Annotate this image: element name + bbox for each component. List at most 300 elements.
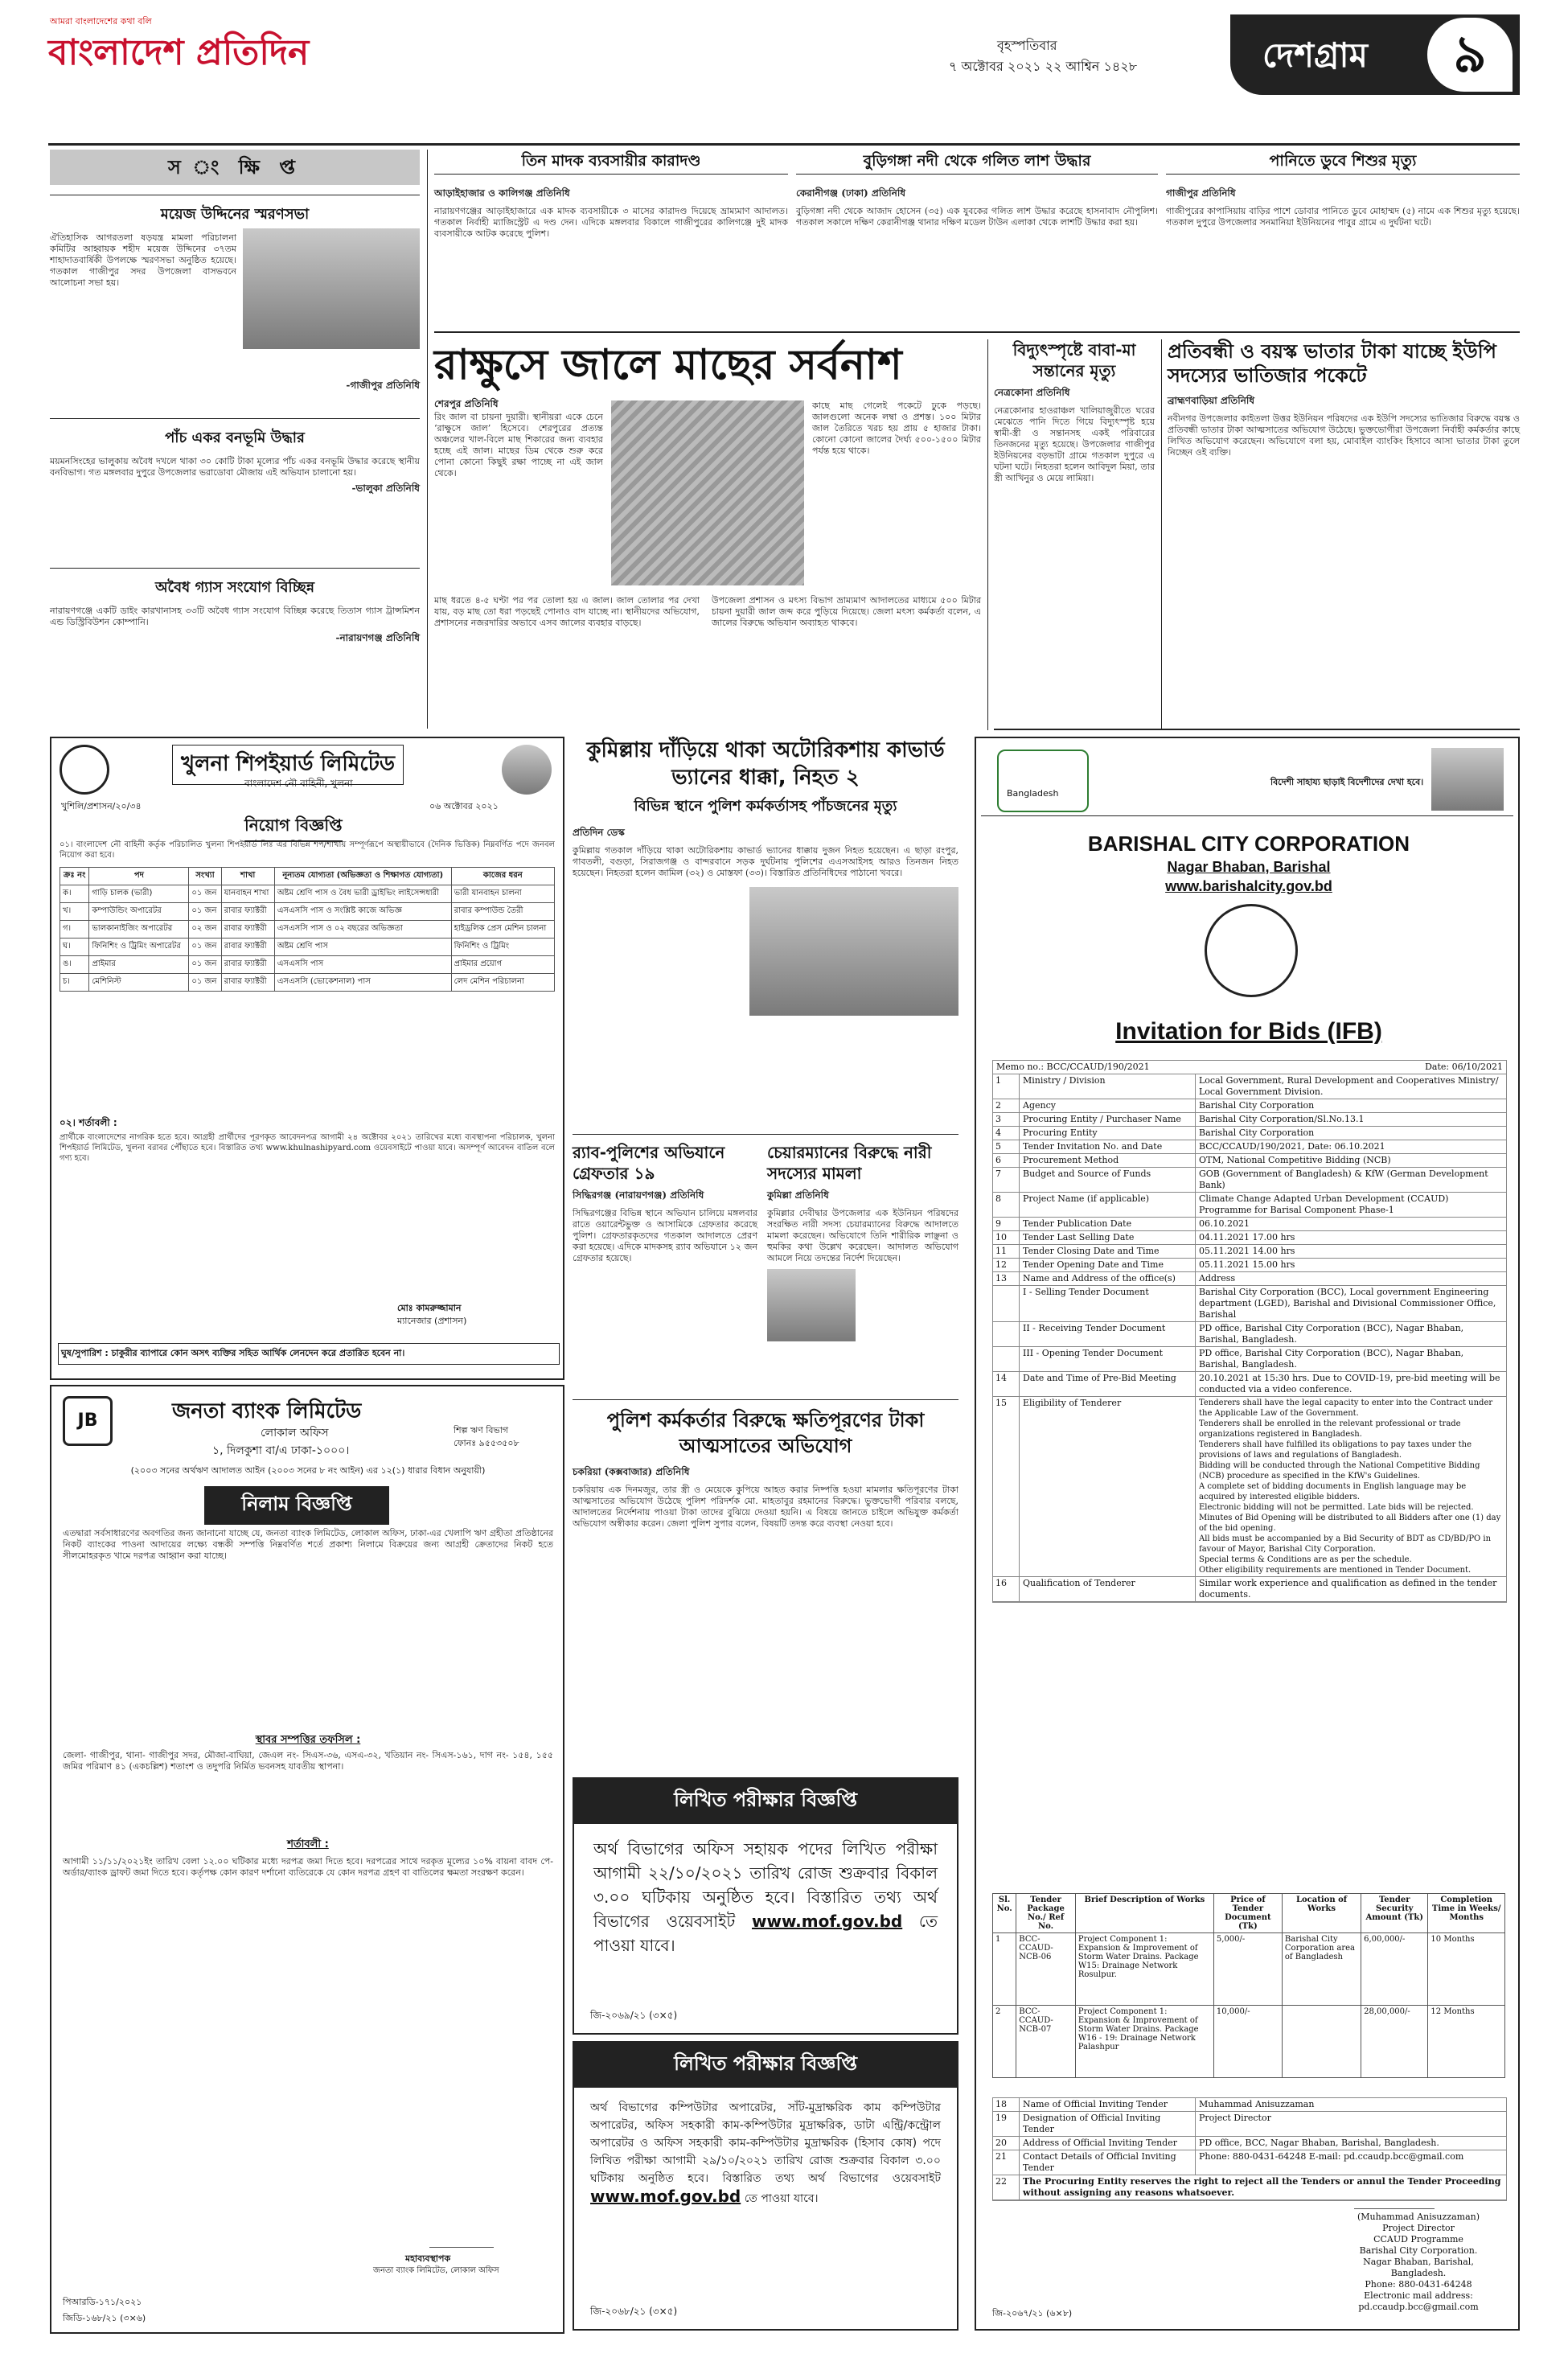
cell: Qualification of Tenderer [1020, 1577, 1196, 1601]
cell [993, 1347, 1020, 1371]
cell: Climate Change Adapted Urban Development (CCAUD) Programme for Barisal Component Phase-1 [1199, 1193, 1449, 1215]
table-row [60, 939, 555, 956]
cell: 14 [993, 1372, 1020, 1396]
cell: 13 [993, 1272, 1020, 1285]
story-body: নেত্রকোনার হাওরাঞ্চল খালিয়াজুরীতে ঘরের মেঝেতে পানি দিতে গিয়ে বিদ্যুৎস্পৃষ্ট হয়ে স্বামী-স্ত্রী ও সন্তানসহ একই পরিবারের তিনজনের মৃত্যু হয়েছে। উপজেলার গাজীপুর ইউনিয়নের বড়ভাটা গ্রামে গতকাল দুপুরে এ ঘটনা ঘটে। নিহতরা হলেন আবিদুল মিয়া, তার স্ত্রী আখিনুর ও মেয়ে লামিয়া। [994, 405, 1155, 483]
banner-left-text: Bangladesh [1007, 788, 1059, 799]
list-item: Other eligibility requirements are mentioned in Tender Document. [1199, 1566, 1472, 1575]
exam-tail: তে পাওয়া যাবে। [744, 2192, 819, 2205]
brief-item-byline: -ভালুকা প্রতিনিধি [351, 483, 420, 494]
story-body: কুমিল্লায় গতকাল দাঁড়িয়ে থাকা অটোরিকশায় কাভার্ড ভ্যানের ধাক্কায় দুজন নিহত হয়েছেন। এ ছাড়া রংপুর, গাবতলী, বগুড়া, সিরাজগঞ্জ ও বান্দরবানে সড়ক দুর্ঘটনায় পুলিশের এএসআইসহ আরও তিনজন নিহত হয়েছেন। নিহতরা হলেন জামিল (৩২) ও মোস্তফা (৩৩)। বিস্তারিত প্রতিনিধিদের পাঠানো খবরে। [573, 845, 958, 878]
qualification: Similar work experience and qualification as defined in the tender documents. [1199, 1578, 1497, 1600]
shipyard-terms: প্রার্থীকে বাংলাদেশের নাগরিক হতে হবে। আগ্রহী প্রার্থীদের পূরণকৃত আবেদনপত্র আগামী ২৪ অক্টোবর ২০২১ তারিখের মধ্যে ব্যবস্থাপনা পরিচালক, খুলনা শিপইয়ার্ড লিমিটেড, খুলনা বরাবর পৌঁছাতে হবে। বিস্তারিত তথ্য www.khulnashipyard.com ওয়েবসাইটে পাওয়া যাবে। অসম্পূর্ণ আবেদন বাতিল বলে গণ্য হবে। [60, 1133, 555, 1163]
janata-terms: আগামী ১১/১১/২০২১ইং তারিখ বেলা ১২.০০ ঘটিকার মধ্যে দরপত্র জমা দিতে হবে। দরপত্রের সাথে দরকৃত মূল্যের ১০% বায়না বাবদ পে-অর্ডার/ব্যাংক ড্রাফট জমা দিতে হবে। কর্তৃপক্ষ কোন কারণ দর্শানো ব্যতিরেকে যে কোন দরপত্র গ্রহণ বা বাতিলের ক্ষমতা সংরক্ষণ করেন। [63, 1856, 553, 1878]
cell [993, 1286, 1020, 1321]
cell: PD office, Barishal City Corporation (BCC), Nagar Bhaban, Barishal, Bangladesh. [1199, 1348, 1464, 1370]
barishal-ad [975, 737, 1520, 2331]
cell: III - Opening Tender Document [1020, 1347, 1196, 1371]
signer-line: Nagar Bhaban, Barishal, [1363, 2257, 1474, 2267]
barishal-name: BARISHAL CITY CORPORATION [1087, 832, 1410, 856]
cell: The Procuring Entity reserves the right to reject all the Tenders or annul the Tender Proceeding without assigning any reasons whatsoever. [1023, 2176, 1501, 2198]
column-divider [427, 150, 428, 729]
cell: প্রাইমার প্রয়োগ [451, 956, 554, 974]
table-row [993, 1074, 1506, 1099]
brief-item [50, 576, 420, 647]
brief-item [50, 203, 420, 395]
cell: অষ্টম শ্রেণি পাস [274, 939, 451, 956]
shipyard-footer: ঘুষ/সুপারিশ : চাকুরীর ব্যাপারে কোন অসৎ ব্যক্তির সহিত আর্থিক লেনদেন করে প্রতারিত হবেন না। [58, 1343, 560, 1365]
cell: ০১ জন [189, 885, 221, 903]
table-row [993, 1193, 1506, 1218]
cell: 18 [993, 2098, 1020, 2111]
table-row [993, 1245, 1506, 1259]
cell: Project Component 1: Expansion & Improvement of Storm Water Drains. Package W16 - 19: Drainage Network Palashpur [1075, 2006, 1213, 2078]
headline-rule [796, 174, 1158, 175]
table-row [993, 1322, 1506, 1347]
cell: রাবার ফ্যাক্টরী [221, 921, 274, 939]
cell: BCC-CCAUD-NCB-07 [1016, 2006, 1076, 2078]
brief-item-title: অবৈধ গ্যাস সংযোগ বিচ্ছিন্ন [154, 579, 315, 596]
table-row [993, 1154, 1506, 1168]
janata-act: (২০০৩ সনের অর্থঋণ আদালত আইন (২০০৩ সনের ৮ নং আইন) এর ১২(১) ধারার বিধান অনুযায়ী) [130, 1465, 486, 1476]
police-story [573, 1407, 958, 1530]
table-header: Price of Tender Document (Tk) [1213, 1894, 1282, 1933]
table-row [993, 1140, 1506, 1154]
cell: Barishal City Corporation (BCC), Local government Engineering department (LGED), Barishal and Divisional Commissioner Office, Barishal [1199, 1287, 1496, 1320]
barishal-banner [981, 743, 1513, 816]
chair-story [767, 1142, 958, 1341]
headline-rule [1166, 174, 1520, 175]
cell: গ। [60, 921, 89, 939]
exam-url[interactable]: www.mof.gov.bd [752, 1912, 903, 1931]
shipyard-title: নিয়োগ বিজ্ঞপ্তি [244, 814, 343, 842]
cell: 22 [993, 2175, 1020, 2199]
cell: ফিনিশিং ও ট্রিমিং অপারেটর [89, 939, 189, 956]
cell: Barishal City Corporation [1199, 1100, 1315, 1111]
cell: Local Government, Rural Development and Cooperatives Ministry/ Local Government Division. [1199, 1075, 1499, 1097]
exam-url[interactable]: www.mof.gov.bd [590, 2187, 741, 2206]
exam-ref: জি-২০৬৮/২১ (৩×৫) [590, 2306, 678, 2317]
shipyard-date: ০৬ অক্টোবর ২০২১ [429, 801, 499, 811]
cell: ০১ জন [189, 939, 221, 956]
rab-story [573, 1142, 757, 1264]
cell: Tender Closing Date and Time [1020, 1245, 1196, 1258]
list-item: Minutes of Bid Opening will be distributed to all Bidders after one (1) day of the bid opening. [1199, 1514, 1501, 1533]
allowance-story [1168, 339, 1520, 458]
table-row [993, 1933, 1505, 2006]
section-tab [1230, 14, 1520, 95]
exam-body-text: অর্থ বিভাগের অফিস সহায়ক পদের লিখিত পরীক্ষা আগামী ২২/১০/২০২১ তারিখ রোজ শুক্রবার বিকাল ৩.০০ ঘটিকায় অনুষ্ঠিত হবে। বিস্তারিত তথ্য অর্থ বিভাগের ওয়েবসাইট [593, 1839, 938, 1931]
signer-line: Phone: 880-0431-64248 [1365, 2279, 1472, 2290]
cell: ০২ জন [189, 921, 221, 939]
cell: Tender Invitation No. and Date [1020, 1140, 1196, 1153]
main-body: মাছ ধরতে ৪-৫ ঘণ্টা পর পর তোলা হয় এ জাল। জাল তোলার পর দেখা যায়, বড় মাছ তো ধরা পড়ছেই পোনাও বাদ যাচ্ছে না। স্থানীয়দের অভিযোগ, প্রশাসনের নজরদারির অভাবে এসব জালের ব্যবহার বাড়ছে। [434, 595, 700, 628]
story-body: বুড়িগঙ্গা নদী থেকে আজাদ হোসেন (৩৫) এক যুবকের গলিত লাশ উদ্ধার করেছে হাসনাবাদ নৌপুলিশ। গতকাল সকালে দক্ষিণ কেরানীগঞ্জ থানার দক্ষিণ মডেল টাউন এলাকা থেকে লাশটি উদ্ধার করা হয়। [796, 206, 1158, 228]
barishal-title: Invitation for Bids (IFB) [1115, 1018, 1382, 1045]
table-row [993, 2112, 1506, 2137]
story-headline: বুড়িগঙ্গা নদী থেকে গলিত লাশ উদ্ধার [863, 152, 1091, 170]
story-byline: ব্রাহ্মণবাড়িয়া প্রতিনিধি [1168, 395, 1255, 406]
table-row [993, 1218, 1506, 1231]
main-headline: রাক্ষুসে জালে মাছের সর্বনাশ [434, 341, 902, 389]
story-headline: প্রতিবন্ধী ও বয়স্ক ভাতার টাকা যাচ্ছে ইউপি সদস্যের ভাতিজার পকেটে [1168, 340, 1496, 387]
headline-rule [434, 174, 788, 175]
cell: 12 Months [1428, 2006, 1505, 2078]
brief-item-byline: -গাজীপুর প্রতিনিধি [346, 380, 420, 391]
cell: Date and Time of Pre-Bid Meeting [1020, 1372, 1196, 1396]
janata-title: নিলাম বিজ্ঞপ্তি [204, 1486, 389, 1525]
cell: 04.11.2021 17.00 hrs [1199, 1232, 1295, 1242]
table-row [993, 1259, 1506, 1272]
story-headline: পুলিশ কর্মকর্তার বিরুদ্ধে ক্ষতিপূরণের টাকা আত্মসাতের অভিযোগ [606, 1409, 925, 1457]
person-photo [767, 1269, 856, 1341]
cell: Contact Details of Official Inviting Tender [1020, 2150, 1196, 2175]
cell: ০১ জন [189, 903, 221, 921]
cell: Project Name (if applicable) [1020, 1193, 1196, 1217]
logo-tagline: আমরা বাংলাদেশের কথা বলি [50, 16, 152, 27]
exam-title: লিখিত পরীক্ষার বিজ্ঞপ্তি [574, 2043, 957, 2088]
table-row [993, 2098, 1506, 2112]
story-headline: চেয়ারম্যানের বিরুদ্ধে নারী সদস্যের মামলা [767, 1143, 932, 1183]
golden-jubilee-logo [997, 750, 1089, 812]
table-row [993, 1231, 1506, 1245]
janata-ref: পিআরডি-১৭১/২০২১ [63, 2297, 142, 2307]
table-row [60, 903, 555, 921]
story-body: চকরিয়ায় এক দিনমজুর, তার স্ত্রী ও মেয়েকে কুপিয়ে আহত করার নিষ্পত্তি হওয়া মামলার ক্ষতিপূরণের টাকা আত্মসাতের অভিযোগ উঠেছে পুলিশ পরিদর্শক মো. মাহতাবুর রহমানের বিরুদ্ধে। ভুক্তভোগী পরিবার বলছে, আদালতের নির্দেশনায় পাওয়া টাকা তাদের বুঝিয়ে দেওয়া হয়নি। এ বিষয়ে জানতে চাইলে অভিযুক্ত কর্মকর্তা অভিযোগ অস্বীকার করেন। জেলা পুলিশ সুপার বলেন, বিষয়টি তদন্ত করে ব্যবস্থা নেওয়া হবে। [573, 1485, 958, 1529]
shipyard-owner: বাংলাদেশ নৌ বাহিনী, খুলনা [244, 778, 353, 789]
cell: 5,000/- [1213, 1933, 1282, 2006]
signer-name: (Muhammad Anisuzzaman) [1357, 2212, 1480, 2222]
list-item: A complete set of bidding documents in English language may be acquired by interested eligible bidders. [1199, 1482, 1467, 1501]
cell: 28,00,000/- [1361, 2006, 1428, 2078]
cell: Phone: 880-0431-64248 E-mail: pd.ccaudp.bcc@gmail.com [1199, 2151, 1464, 2162]
story-headline: র‌্যাব-পুলিশের অভিযানে গ্রেফতার ১৯ [573, 1143, 725, 1183]
janata-schedule-title: স্থাবর সম্পত্তির তফসিল : [255, 1734, 361, 1746]
cell: Eligibility of Tenderer [1020, 1397, 1196, 1576]
cell: Designation of Official Inviting Tender [1020, 2112, 1196, 2136]
cell: 6 [993, 1154, 1020, 1167]
list-item: Tenderers shall be enrolled in the relevant professional or trade organizations registered in Bangladesh. [1199, 1419, 1461, 1439]
janata-name: জনতা ব্যাংক লিমিটেড [172, 1399, 362, 1423]
cell: 05.11.2021 14.00 hrs [1199, 1246, 1295, 1256]
main-body: রিং জাল বা চায়না দুয়ারী। স্থানীয়রা একে চেনে ‘রাক্ষুসে জাল’ হিসেবে। শেরপুরের প্রত্যন্ত অঞ্চলের খাল-বিলে মাছ শিকারের জন্য ব্যবহার হচ্ছে এই জাল। মাছের ডিম থেকে শুরু করে পোনা কোনো কিছুই রক্ষা পাচ্ছে না এই জাল থেকে। [434, 412, 603, 478]
brief-item-body: ঐতিহাসিক আগরতলা ষড়যন্ত্র মামলা পরিচালনা কমিটির আহ্বায়ক শহীদ ময়েজ উদ্দিনের ৩৭তম শাহাদাতবার্ষিকী উপলক্ষে স্মরণসভা অনুষ্ঠিত হয়েছে। গতকাল গাজীপুর সদর উপজেলা বাসভবনে আলোচনা সভা হয়। [50, 232, 236, 288]
table-header: Sl. No. [993, 1894, 1016, 1933]
main-body: কাছে মাছ গেলেই পকেটে ঢুকে পড়ছে। জালগুলো অনেক লম্বা ও প্রশস্ত। ১০০ মিটার জাল তৈরিতে খরচ হয় প্রায় ৫ হাজার টাকা। কোনো কোনো জালের দৈর্ঘ্য ৫০০-১৫০০ মিটার পর্যন্ত হয়ে থাকে। [812, 400, 981, 456]
cell: Address [1199, 1273, 1236, 1284]
cell: ক। [60, 885, 89, 903]
cell: Project Component 1: Expansion & Improvement of Storm Water Drains. Package W15: Drainage Network Rosulpur. [1075, 1933, 1213, 2006]
cell: খ। [60, 903, 89, 921]
section-rule [573, 1134, 958, 1135]
main-story [434, 339, 981, 730]
story-byline: সিদ্ধিরগঞ্জ (নারায়ণগঞ্জ) প্রতিনিধি [573, 1189, 704, 1201]
list-item: All bids must be accompanied by a Bid Security of BDT as CD/BD/PO in favour of Mayor, Barishal City Corporation. [1199, 1534, 1492, 1554]
exam-title: লিখিত পরীক্ষার বিজ্ঞপ্তি [574, 1779, 957, 1824]
top-story [434, 150, 788, 240]
column-divider [1161, 339, 1162, 730]
cell: OTM, National Competitive Bidding (NCB) [1199, 1155, 1391, 1165]
cell: 8 [993, 1193, 1020, 1217]
cell: মেশিনিস্ট [89, 974, 189, 992]
janata-body: এতদ্বারা সর্বসাধারণের অবগতির জন্য জানানো যাচ্ছে যে, জনতা ব্যাংক লিমিটেড, লোকাল অফিস, ঢাকা-এর খেলাপি ঋণ গ্রহীতা প্রতিষ্ঠানের নিকট ব্যাংকের পাওনা আদায়ের লক্ষ্যে বন্ধকী সম্পত্তি নিম্নবর্ণিত শর্তে প্রকাশ্য নিলামে বিক্রয়ের জন্য আগ্রহী ক্রেতাদের নিকট হতে সীলমোহরকৃত খামে দরপত্র আহ্বান করা যাচ্ছে। [63, 1528, 553, 1561]
janata-ad [50, 1385, 564, 2334]
brief-item-title: পাঁচ একর বনভূমি উদ্ধার [165, 429, 305, 446]
cell: 1 [993, 1074, 1020, 1099]
shipyard-signer-title: ম্যানেজার (প্রশাসন) [397, 1316, 467, 1326]
cell: Tender Opening Date and Time [1020, 1259, 1196, 1271]
cumilla-story [573, 737, 958, 1016]
exam-ad [573, 2041, 958, 2331]
cell: 3 [993, 1113, 1020, 1126]
shipyard-intro: ০১। বাংলাদেশ নৌ বাহিনী কর্তৃক পরিচালিত খুলনা শিপইয়ার্ড লিঃ এর বিভিন্ন শপ/শাখায় সম্পূর্ণরূপে অস্থায়ীভাবে (দৈনিক ভিত্তিক) নিম্নবর্ণিত পদে জনবল নিয়োগ করা হবে। [60, 840, 555, 860]
janata-signature [429, 2223, 494, 2248]
signer-line: Electronic mail address: pd.ccaudp.bcc@gmail.com [1358, 2290, 1479, 2312]
memo-row [993, 1061, 1506, 1074]
cell: Ministry / Division [1020, 1074, 1196, 1099]
cell: লেদ মেশিন পরিচালনা [451, 974, 554, 992]
list-item: Electronic bidding will not be permitted. Late bids will be rejected. [1199, 1503, 1474, 1512]
brief-photo [243, 228, 420, 349]
table-header: নূন্যতম যোগ্যতা (অভিজ্ঞতা ও শিক্ষাগত যোগ্যতা) [274, 868, 451, 885]
cell: Tender Publication Date [1020, 1218, 1196, 1230]
cell: 12 [993, 1259, 1020, 1271]
exam-body [574, 2088, 957, 2219]
list-item: Special terms & Conditions are as per the schedule. [1199, 1555, 1412, 1564]
cell: ০১ জন [189, 974, 221, 992]
cell: BCC/CCAUD/190/2021, Date: 06.10.2021 [1199, 1141, 1385, 1152]
banner-right-text: বিদেশী সাহায্য ছাড়াই বিদেশীদের দেখা হবে। [1270, 777, 1424, 787]
cell: 20.10.2021 at 15:30 hrs. Due to COVID-19, pre-bid meeting will be conducted via a video conference. [1199, 1373, 1500, 1394]
signature [1354, 2186, 1435, 2209]
memo-date: Date: 06/10/2021 [1425, 1062, 1503, 1072]
table-row [60, 885, 555, 903]
cell: ভারী যানবাহন চালনা [451, 885, 554, 903]
story-byline: প্রতিদিন ডেস্ক [573, 827, 625, 838]
signer-line: CCAUD Programme [1373, 2234, 1463, 2245]
table-header-row [60, 868, 555, 885]
story-byline: আড়াইহাজার ও কালিগঞ্জ প্রতিনিধি [434, 187, 570, 199]
newspaper-logo [48, 14, 322, 79]
cell: 9 [993, 1218, 1020, 1230]
cell: রাবার ফ্যাক্টরী [221, 939, 274, 956]
story-body: নবীনগর উপজেলার কাইতলা উত্তর ইউনিয়ন পরিষদের এক ইউপি সদস্যের ভাতিজার বিরুদ্ধে বয়স্ক ও প্রতিবন্ধী ভাতার টাকা আত্মসাতের অভিযোগ উঠেছে। ভুক্তভোগীরা উপজেলা নির্বাহী কর্মকর্তার কাছে লিখিত অভিযোগ করেছেন। অভিযোগে বলা হয়, মোবাইল ব্যাংকিং হিসাবে আসা ভাতার টাকা তুলে নিচ্ছেন ওই ব্যক্তি। [1168, 413, 1520, 458]
cell: হাইড্রলিক প্রেস মেশিন চালনা [451, 921, 554, 939]
table-header: ক্রঃ নং [60, 868, 89, 885]
cell: Barishal City Corporation [1199, 1127, 1315, 1138]
table-row [993, 2150, 1506, 2175]
table-row [993, 1113, 1506, 1127]
cell: Name and Address of the office(s) [1020, 1272, 1196, 1285]
story-byline: গাজীপুর প্রতিনিধি [1166, 187, 1236, 199]
cell: Barishal City Corporation area of Bangladesh [1282, 1933, 1361, 2006]
cell: 10,000/- [1213, 2006, 1282, 2078]
top-story [1166, 150, 1520, 228]
eligibility-list [1196, 1397, 1506, 1576]
cell: 21 [993, 2150, 1020, 2175]
cell: রাবার ফ্যাক্টরী [221, 903, 274, 921]
table-row [993, 1168, 1506, 1193]
masthead [48, 6, 1520, 143]
cell: 20 [993, 2137, 1020, 2150]
top-story [796, 150, 1158, 228]
table-header: শাখা [221, 868, 274, 885]
table-header: Completion Time in Weeks/ Months [1428, 1894, 1505, 1933]
story-headline: পানিতে ডুবে শিশুর মৃত্যু [1269, 152, 1417, 170]
signer-line: Bangladesh. [1390, 2268, 1447, 2278]
cell: II - Receiving Tender Document [1020, 1322, 1196, 1346]
table-row [993, 1127, 1506, 1140]
brief-item [50, 426, 420, 498]
cell: 05.11.2021 15.00 hrs [1199, 1259, 1295, 1270]
brief-column [50, 150, 420, 729]
cell: 7 [993, 1168, 1020, 1192]
cell: 10 Months [1428, 1933, 1505, 2006]
corporation-seal-icon [1205, 904, 1298, 997]
cell: 16 [993, 1577, 1020, 1601]
cell: BCC-CCAUD-NCB-06 [1016, 1933, 1076, 2006]
signer-line: Barishal City Corporation. [1359, 2245, 1478, 2256]
shipyard-logo-icon [60, 745, 109, 795]
cell: I - Selling Tender Document [1020, 1286, 1196, 1321]
cell: 11 [993, 1245, 1020, 1258]
brief-rule [50, 568, 420, 569]
brief-item-body: নারায়ণগঞ্জে একটি ডাইং কারখানাসহ ৩৩টি অবৈধ গ্যাস সংযোগ বিচ্ছিন্ন করেছে তিতাস গ্যাস ট্রান্সমিশন এন্ড ডিস্ট্রিবিউশন কোম্পানি। [50, 606, 420, 627]
barishal-ref: জি-২০৬৭/২১ (৬×৮) [992, 2308, 1073, 2319]
table-header: Tender Security Amount (Tk) [1361, 1894, 1428, 1933]
janata-office: লোকাল অফিস [261, 1427, 329, 1440]
list-item: Tenderers shall have fulfilled its obligations to pay taxes under the provisions of laws and regulations of Bangladesh. [1199, 1440, 1472, 1460]
table-header: সংখ্যা [189, 868, 221, 885]
signer-line: Project Director [1382, 2223, 1455, 2233]
electro-story [994, 339, 1155, 484]
cell: Procurement Method [1020, 1154, 1196, 1167]
section-rule [573, 1399, 958, 1400]
cell: ০১ জন [189, 956, 221, 974]
cell: PD office, BCC, Nagar Bhaban, Barishal, Bangladesh. [1199, 2138, 1439, 2148]
exam-ref: জি-২০৬৯/২১ (৩×৫) [590, 2010, 678, 2021]
story-byline: নেত্রকোনা প্রতিনিধি [994, 387, 1070, 398]
table-header: পদ [89, 868, 189, 885]
cell: গাড়ি চালক (ভারী) [89, 885, 189, 903]
shipyard-terms-label: ০২। শর্তাবলী : [60, 1117, 117, 1128]
table-row [993, 1347, 1506, 1372]
cell: PD office, Barishal City Corporation (BCC), Nagar Bhaban, Barishal, Bangladesh. [1199, 1323, 1464, 1345]
cell: ঘ। [60, 939, 89, 956]
story-headline: বিদ্যুৎস্পৃষ্টে বাবা-মা সন্তানের মৃত্যু [1012, 340, 1136, 380]
table-header: Brief Description of Works [1075, 1894, 1213, 1933]
table-row [993, 2137, 1506, 2150]
barishal-web[interactable]: www.barishalcity.gov.bd [1165, 878, 1332, 894]
cell: Barishal City Corporation/Sl.No.13.1 [1199, 1114, 1365, 1124]
brief-rule [50, 418, 420, 419]
table-header: Location of Works [1282, 1894, 1361, 1933]
cell [993, 1322, 1020, 1346]
main-byline: শেরপুর প্রতিনিধি [434, 398, 499, 409]
exam-body [574, 1824, 957, 1970]
page-number: ৯ [1453, 25, 1487, 84]
janata-signer-addr: জনতা ব্যাংক লিমিটেড, লোকাল অফিস [373, 2266, 499, 2275]
list-item: Bidding will be conducted through the National Competitive Bidding (NCB) procedure as specified in the KfW's Guidelines. [1199, 1461, 1480, 1481]
works-table [992, 1893, 1505, 2078]
shipyard-table [60, 867, 555, 992]
table-row [993, 1099, 1506, 1113]
memo-no: Memo no.: BCC/CCAUD/190/2021 [996, 1062, 1150, 1072]
cell: 06.10.2021 [1199, 1218, 1250, 1229]
section-title: দেশগ্রাম [1262, 35, 1368, 75]
cell: প্রাইমার [89, 956, 189, 974]
ifb-table [992, 1060, 1507, 1603]
story-body: নারায়ণগঞ্জের আড়াইহাজারে এক মাদক ব্যবসায়ীকে ৩ মাসের কারাদণ্ড দিয়েছে ভ্রাম্যমাণ আদালত। গতকাল নির্বাহী ম্যাজিস্ট্রেট এ দণ্ড দেন। এদিকে মঙ্গলবার বিকালে গাজীপুরের কালিগঞ্জে দুই মাদক ব্যবসায়ীকে আটক করেছে পুলিশ। [434, 206, 788, 239]
janata-phone: ফোনঃ ৯৫৫৩৫০৮ [454, 1438, 519, 1448]
brief-item-byline: -নারায়ণগঞ্জ প্রতিনিধি [335, 632, 420, 643]
cell: অষ্টম শ্রেণি পাস ও বৈধ ভারী ড্রাইভিং লাইসেন্সধারী [274, 885, 451, 903]
logo-text: বাংলাদেশ প্রতিদিন [48, 32, 310, 73]
cell: ঙ। [60, 956, 89, 974]
story-headline: তিন মাদক ব্যবসায়ীর কারাদণ্ড [521, 152, 701, 170]
cell: 6,00,000/- [1361, 1933, 1428, 2006]
janata-address: ১, দিলকুশা বা/এ ঢাকা-১০০০। [212, 1444, 350, 1457]
table-header: Tender Package No./ Ref No. [1016, 1894, 1076, 1933]
cell: 4 [993, 1127, 1020, 1140]
story-body: সিদ্ধিরগঞ্জের বিভিন্ন স্থানে অভিযান চালিয়ে মঙ্গলবার রাতে ওয়ারেন্টভুক্ত ও আসামিকে গ্রেফতার করেছে পুলিশ। গ্রেফতারকৃতদের গতকাল আদালতে প্রেরণ করা হয়েছে। এদিকে মাদকসহ র‌্যাব অভিযানে ১২ জন গ্রেফতার হয়েছে। [573, 1208, 757, 1263]
shipyard-ref: খুশিলি/প্রশাসন/২০/৩৪ [61, 801, 142, 811]
cell: রাবার কম্পাউন্ড তৈরী [451, 903, 554, 921]
cell: Procuring Entity [1020, 1127, 1196, 1140]
shipyard-signer: মোঃ কামরুজ্জামান [397, 1303, 462, 1313]
cell: Tender Last Selling Date [1020, 1231, 1196, 1244]
cell: Muhammad Anisuzzaman [1199, 2099, 1315, 2109]
main-photo [611, 400, 804, 585]
section-rule [434, 331, 1520, 333]
cell: 2 [993, 1099, 1020, 1112]
cell: যানবাহন শাখা [221, 885, 274, 903]
cell: এসএসসি পাস ও ০২ বছরের অভিজ্ঞতা [274, 921, 451, 939]
janata-dept: শিল্প ঋণ বিভাগ [454, 1425, 509, 1435]
barishal-addr: Nagar Bhaban, Barishal [1167, 859, 1331, 875]
page-number-badge [1427, 18, 1513, 92]
brief-item-title: ময়েজ উদ্দিনের স্মরণসভা [160, 206, 310, 223]
cell: ভালকানাইজিং অপারেটর [89, 921, 189, 939]
cell: Procuring Entity / Purchaser Name [1020, 1113, 1196, 1126]
janata-ref: জিডি-১৬৮/২১ (৩×৬) [63, 2313, 146, 2323]
story-byline: কুমিল্লা প্রতিনিধি [767, 1189, 829, 1201]
table-row [993, 1272, 1506, 1286]
eligibility-row [993, 1397, 1506, 1577]
cell: চ। [60, 974, 89, 992]
column-divider [987, 339, 988, 730]
exam-body-text: অর্থ বিভাগের কম্পিউটার অপারেটর, সাঁট-মুদ্রাক্ষরিক কাম কম্পিউটার অপারেটর, অফিস সহকারী কাম-কম্পিউটার মুদ্রাক্ষরিক, ডাটা এন্ট্রি/কন্ট্রোল অপারেটর ও অফিস সহকারী কাম-কম্পিউটার মুদ্রাক্ষরিক (হিসাব কোষ) পদে লিখিত পরীক্ষা আগামী ২৯/১০/২০২১ তারিখ রোজ শুক্রবার বিকাল ৩.০০ ঘটিকায় অনুষ্ঠিত হবে। বিস্তারিত তথ্য অর্থ বিভাগের ওয়েবসাইট [590, 2101, 941, 2185]
cell: Project Director [1199, 2113, 1271, 2123]
cell: Agency [1020, 1099, 1196, 1112]
cell: 10 [993, 1231, 1020, 1244]
janata-signer: মহাব্যবস্থাপক [405, 2253, 451, 2264]
story-byline: চকরিয়া (কক্সবাজার) প্রতিনিধি [573, 1466, 690, 1477]
cell: Address of Official Inviting Tender [1020, 2137, 1196, 2150]
cell: কম্পাউন্ডিং অপারেটর [89, 903, 189, 921]
story-byline: কেরানীগঞ্জ (ঢাকা) প্রতিনিধি [796, 187, 906, 199]
cell: এসএসসি পাস [274, 956, 451, 974]
table-row [993, 1372, 1506, 1397]
story-body: গাজীপুরের কাপাসিয়ায় বাড়ির পাশে ডোবার পানিতে ডুবে মোহাম্মদ (৫) নামে এক শিশুর মৃত্যু হয়েছে। গতকাল দুপুরে উপজেলার সনমানিয়া ইউনিয়নের পাবুর গ্রামে এ দুর্ঘটনা ঘটে। [1166, 206, 1520, 228]
exam-ad [573, 1777, 958, 2035]
exam-tail: তে পাওয়া যাবে। [593, 1912, 938, 1955]
janata-schedule: জেলা- গাজীপুর, থানা- গাজীপুর সদর, মৌজা-বাঘিয়া, জেএল নং- সিএস-৩৬, এসএ-৩২, খতিয়ান নং- সিএস-১৬১, দাগ নং- ১৫৪, ১৫৫ জমির পরিমাণ ৪১ (একচল্লিশ) শতাংশ ও তদুপরি নির্মিত ভবনসহ যাবতীয় স্থাপনা। [63, 1750, 553, 1772]
cell: 15 [993, 1397, 1020, 1576]
accident-photo [749, 887, 958, 1016]
cell: 1 [993, 1933, 1016, 2006]
cell: এসএসসি (ভোকেশনাল) পাস [274, 974, 451, 992]
